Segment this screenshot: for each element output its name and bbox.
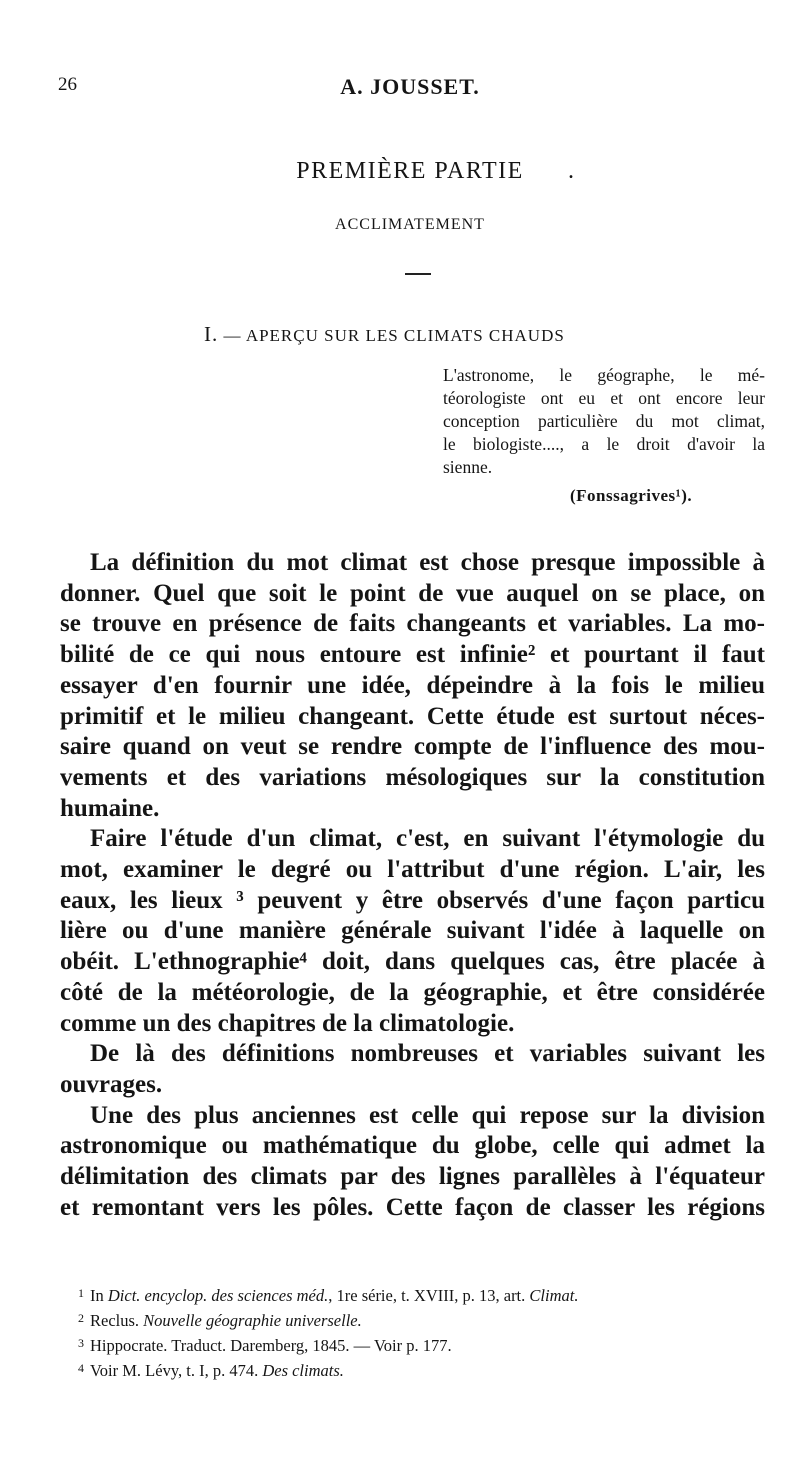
footnote	[78, 1282, 768, 1307]
text-line: et remontant vers les pôles. Cette façon de classer les régions	[60, 1193, 765, 1221]
text-line: se trouve en présence de faits changeants et variables. La mo-	[60, 610, 765, 638]
text-line: eaux, les lieux ³ peuvent y être observés d'une façon particu	[60, 886, 765, 914]
text-line: De là des définitions nombreuses et variables suivant les	[90, 1040, 765, 1068]
text-line: mot, examiner le degré ou l'attribut d'une région. L'air, les	[60, 856, 765, 884]
paragraph	[60, 548, 765, 824]
paragraph	[60, 1039, 765, 1100]
epigraph-line: téorologiste ont eu et ont encore leur	[443, 388, 765, 408]
text-line: essayer d'en fournir une idée, dépeindre à la fois le milieu	[60, 671, 765, 699]
chapter-dash: —	[223, 326, 242, 345]
text-line: Faire l'étude d'un climat, c'est, en suivant l'étymologie du	[90, 825, 765, 853]
footnote	[78, 1307, 768, 1332]
footnote-mark: 4	[78, 1361, 84, 1375]
footnote-mark: 1	[78, 1286, 84, 1300]
footnote-italic: Climat.	[529, 1286, 579, 1305]
epigraph	[443, 364, 765, 479]
divider-rule	[405, 273, 431, 275]
part-title: PREMIÈRE PARTIE	[296, 158, 524, 184]
text-line: saire quand on veut se rendre compte de l'influence des mou-	[60, 733, 765, 761]
text-line: lière ou d'une manière générale suivant l'idée à laquelle on	[60, 917, 765, 945]
text-line: Une des plus anciennes est celle qui repose sur la division	[90, 1101, 765, 1129]
page-number: 26	[58, 74, 77, 95]
part-title-mark: .	[568, 158, 574, 184]
footnote-italic: Des climats.	[262, 1361, 344, 1380]
paragraph	[60, 824, 765, 1039]
text-line: primitif et le milieu changeant. Cette étude est surtout néces-	[60, 702, 765, 730]
running-head: A. JOUSSET.	[340, 74, 480, 99]
text-line: délimitation des climats par des lignes parallèles à l'équateur	[60, 1163, 765, 1191]
epigraph-line: conception particulière du mot climat,	[443, 411, 765, 431]
footnote-mark: 3	[78, 1336, 84, 1350]
section-title: ACCLIMATEMENT	[335, 216, 485, 233]
text-line: La définition du mot climat est chose presque impossible à	[90, 549, 765, 576]
epigraph-line: L'astronome, le géographe, le mé-	[443, 365, 765, 385]
chapter-heading	[204, 322, 565, 347]
footnote-text: Hippocrate. Traduct. Daremberg, 1845. — Voir p. 177.	[90, 1336, 452, 1355]
paragraph	[60, 1101, 765, 1224]
footnote-text: In	[90, 1286, 108, 1305]
epigraph-line: le biologiste...., a le droit d'avoir la	[443, 434, 765, 454]
text-line: obéit. L'ethnographie⁴ doit, dans quelques cas, être placée à	[60, 948, 765, 976]
body-text	[60, 548, 765, 1223]
epigraph-line: sienne.	[443, 457, 493, 477]
footnote	[78, 1357, 768, 1382]
footnote-italic: Nouvelle géographie universelle.	[143, 1311, 362, 1330]
text-line: côté de la météorologie, de la géographie, et être considérée	[60, 978, 765, 1006]
text-line: ouvrages.	[60, 1070, 163, 1098]
text-line: comme un des chapitres de la climatologie.	[60, 1009, 515, 1037]
text-line: astronomique ou mathématique du globe, celle qui admet la	[60, 1132, 765, 1160]
text-line: bilité de ce qui nous entoure est infinie² et pourtant il faut	[60, 641, 765, 669]
epigraph-attribution: (Fonssagrives¹).	[570, 486, 693, 505]
text-line: vements et des variations mésologiques sur la constitution	[60, 763, 765, 791]
footnote-text: Voir M. Lévy, t. I, p. 474.	[90, 1361, 263, 1380]
text-line: donner. Quel que soit le point de vue auquel on se place, on	[60, 579, 765, 607]
text-line: humaine.	[60, 794, 160, 822]
chapter-numeral: I.	[204, 322, 219, 346]
footnote-italic: Dict. encyclop. des sciences méd.	[107, 1286, 329, 1305]
footnote-mark: 2	[78, 1311, 84, 1325]
footnote-text: , 1re série, t. XVIII, p. 13, art.	[328, 1286, 530, 1305]
footnote	[78, 1332, 768, 1357]
footnote-text: Reclus.	[90, 1311, 144, 1330]
footnotes	[78, 1282, 768, 1382]
chapter-title: APERÇU SUR LES CLIMATS CHAUDS	[245, 326, 565, 345]
